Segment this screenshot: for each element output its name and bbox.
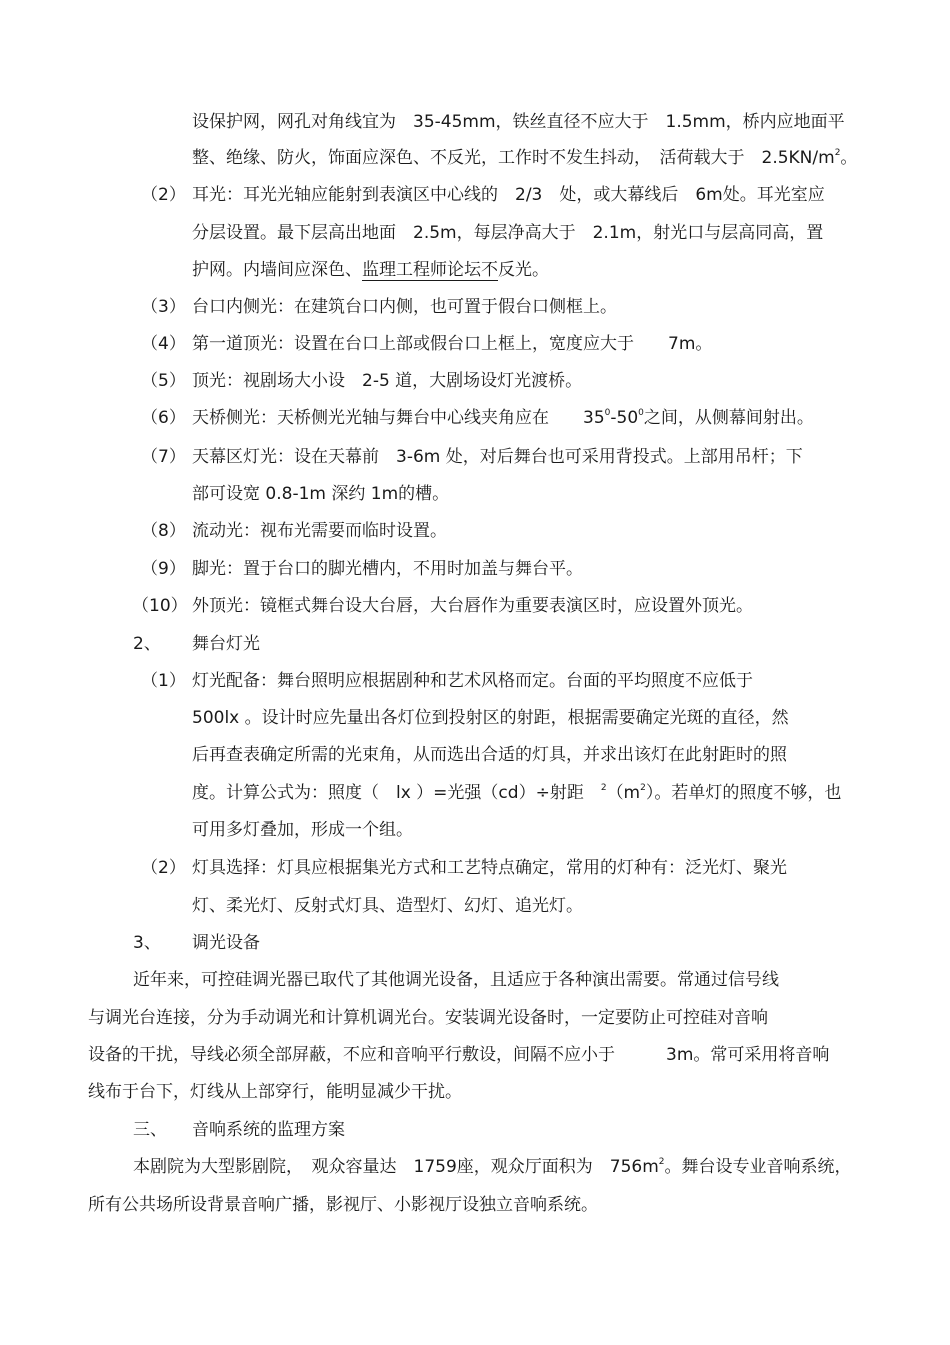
- text-line: 线布于台下，灯线从上部穿行，能明显减少干扰。: [88, 1082, 462, 1102]
- text-line: 可用多灯叠加，形成一个组。: [192, 820, 413, 840]
- text-line: 后再查表确定所需的光束角，从而选出合适的灯具，并求出该灯在此射距时的照: [192, 745, 787, 765]
- item-number: （4）: [141, 334, 186, 354]
- text-line: 第一道顶光：设置在台口上部或假台口上框上，宽度应大于 7m。: [192, 334, 713, 354]
- item-number: （1）: [141, 671, 186, 691]
- text-line: 与调光台连接，分为手动调光和计算机调光台。安装调光设备时，一定要防止可控硅对音响: [88, 1008, 768, 1028]
- item-number: （8）: [141, 521, 186, 541]
- section-number: 2、: [133, 634, 161, 654]
- section-number: 三、: [133, 1120, 167, 1140]
- text-line: 500lx 。设计时应先量出各灯位到投射区的射距，根据需要确定光斑的直径，然: [192, 708, 789, 728]
- text-line: 顶光：视剧场大小设 2-5 道，大剧场设灯光渡桥。: [192, 371, 583, 391]
- item-number: （5）: [141, 371, 186, 391]
- text-line: 流动光：视布光需要而临时设置。: [192, 521, 447, 541]
- underlined-text: 监理工程师论坛不: [362, 260, 498, 280]
- text-line: 脚光：置于台口的脚光槽内，不用时加盖与舞台平。: [192, 559, 583, 579]
- item-number: （9）: [141, 559, 186, 579]
- item-number: （6）: [141, 408, 186, 428]
- text-line: 天幕区灯光：设在天幕前 3-6m 处，对后舞台也可采用背投式。上部用吊杆；下: [192, 447, 803, 467]
- text-line: 外顶光：镜框式舞台设大台唇，大台唇作为重要表演区时，应设置外顶光。: [192, 596, 753, 616]
- text-line: 部可设宽 0.8-1m 深约 1m的槽。: [192, 484, 450, 504]
- section-heading: 音响系统的监理方案: [192, 1120, 345, 1140]
- item-number: （2）: [141, 185, 186, 205]
- text-line: 设保护网，网孔对角线宜为 35-45mm，铁丝直径不应大于 1.5mm，桥内应地面平: [192, 112, 845, 132]
- item-number: （3）: [141, 297, 186, 317]
- text-line: 护网。内墙间应深色、监理工程师论坛不反光。: [192, 260, 549, 280]
- text-line: 分层设置。最下层高出地面 2.5m，每层净高大于 2.1m，射光口与层高同高，置: [192, 223, 824, 243]
- text-line: 灯、柔光灯、反射式灯具、造型灯、幻灯、追光灯。: [192, 896, 583, 916]
- text-line: 近年来，可控硅调光器已取代了其他调光设备，且适应于各种演出需要。常通过信号线: [133, 970, 779, 990]
- text-line: 度。计算公式为：照度（ lx ）=光强（cd）÷射距 $^2(m^2)$。若单灯的照度不够，也: [192, 783, 842, 803]
- item-number: （7）: [141, 447, 186, 467]
- text-line: 设备的干扰，导线必须全部屏蔽，不应和音响平行敷设，间隔不应小于 3m。常可采用将音响: [88, 1045, 830, 1065]
- section-heading: 舞台灯光: [192, 634, 260, 654]
- text-line: 天桥侧光：天桥侧光光轴与舞台中心线夹角应在 $35^0-50^0$之间，从侧幕间射出。: [192, 408, 814, 428]
- text-line: 整、绝缘、防火，饰面应深色、不反光，工作时不发生抖动， 活荷载大于 $2.5KN/m^2$。: [192, 148, 858, 168]
- text-line: 所有公共场所设背景音响广播，影视厅、小影视厅设独立音响系统。: [88, 1195, 598, 1215]
- text-line: 台口内侧光：在建筑台口内侧，也可置于假台口侧框上。: [192, 297, 617, 317]
- text-line: 耳光：耳光光轴应能射到表演区中心线的 2/3 处，或大幕线后 6m处。耳光室应: [192, 185, 825, 205]
- section-number: 3、: [133, 933, 161, 953]
- text-line: 灯光配备：舞台照明应根据剧种和艺术风格而定。台面的平均照度不应低于: [192, 671, 753, 691]
- section-heading: 调光设备: [192, 933, 260, 953]
- item-number: （10）: [132, 596, 188, 616]
- item-number: （2）: [141, 858, 186, 878]
- text-line: 灯具选择：灯具应根据集光方式和工艺特点确定，常用的灯种有：泛光灯、聚光: [192, 858, 787, 878]
- text-line: 本剧院为大型影剧院， 观众容量达 1759座，观众厅面积为 $756m^2$。舞台设专业音响系统，: [133, 1157, 852, 1177]
